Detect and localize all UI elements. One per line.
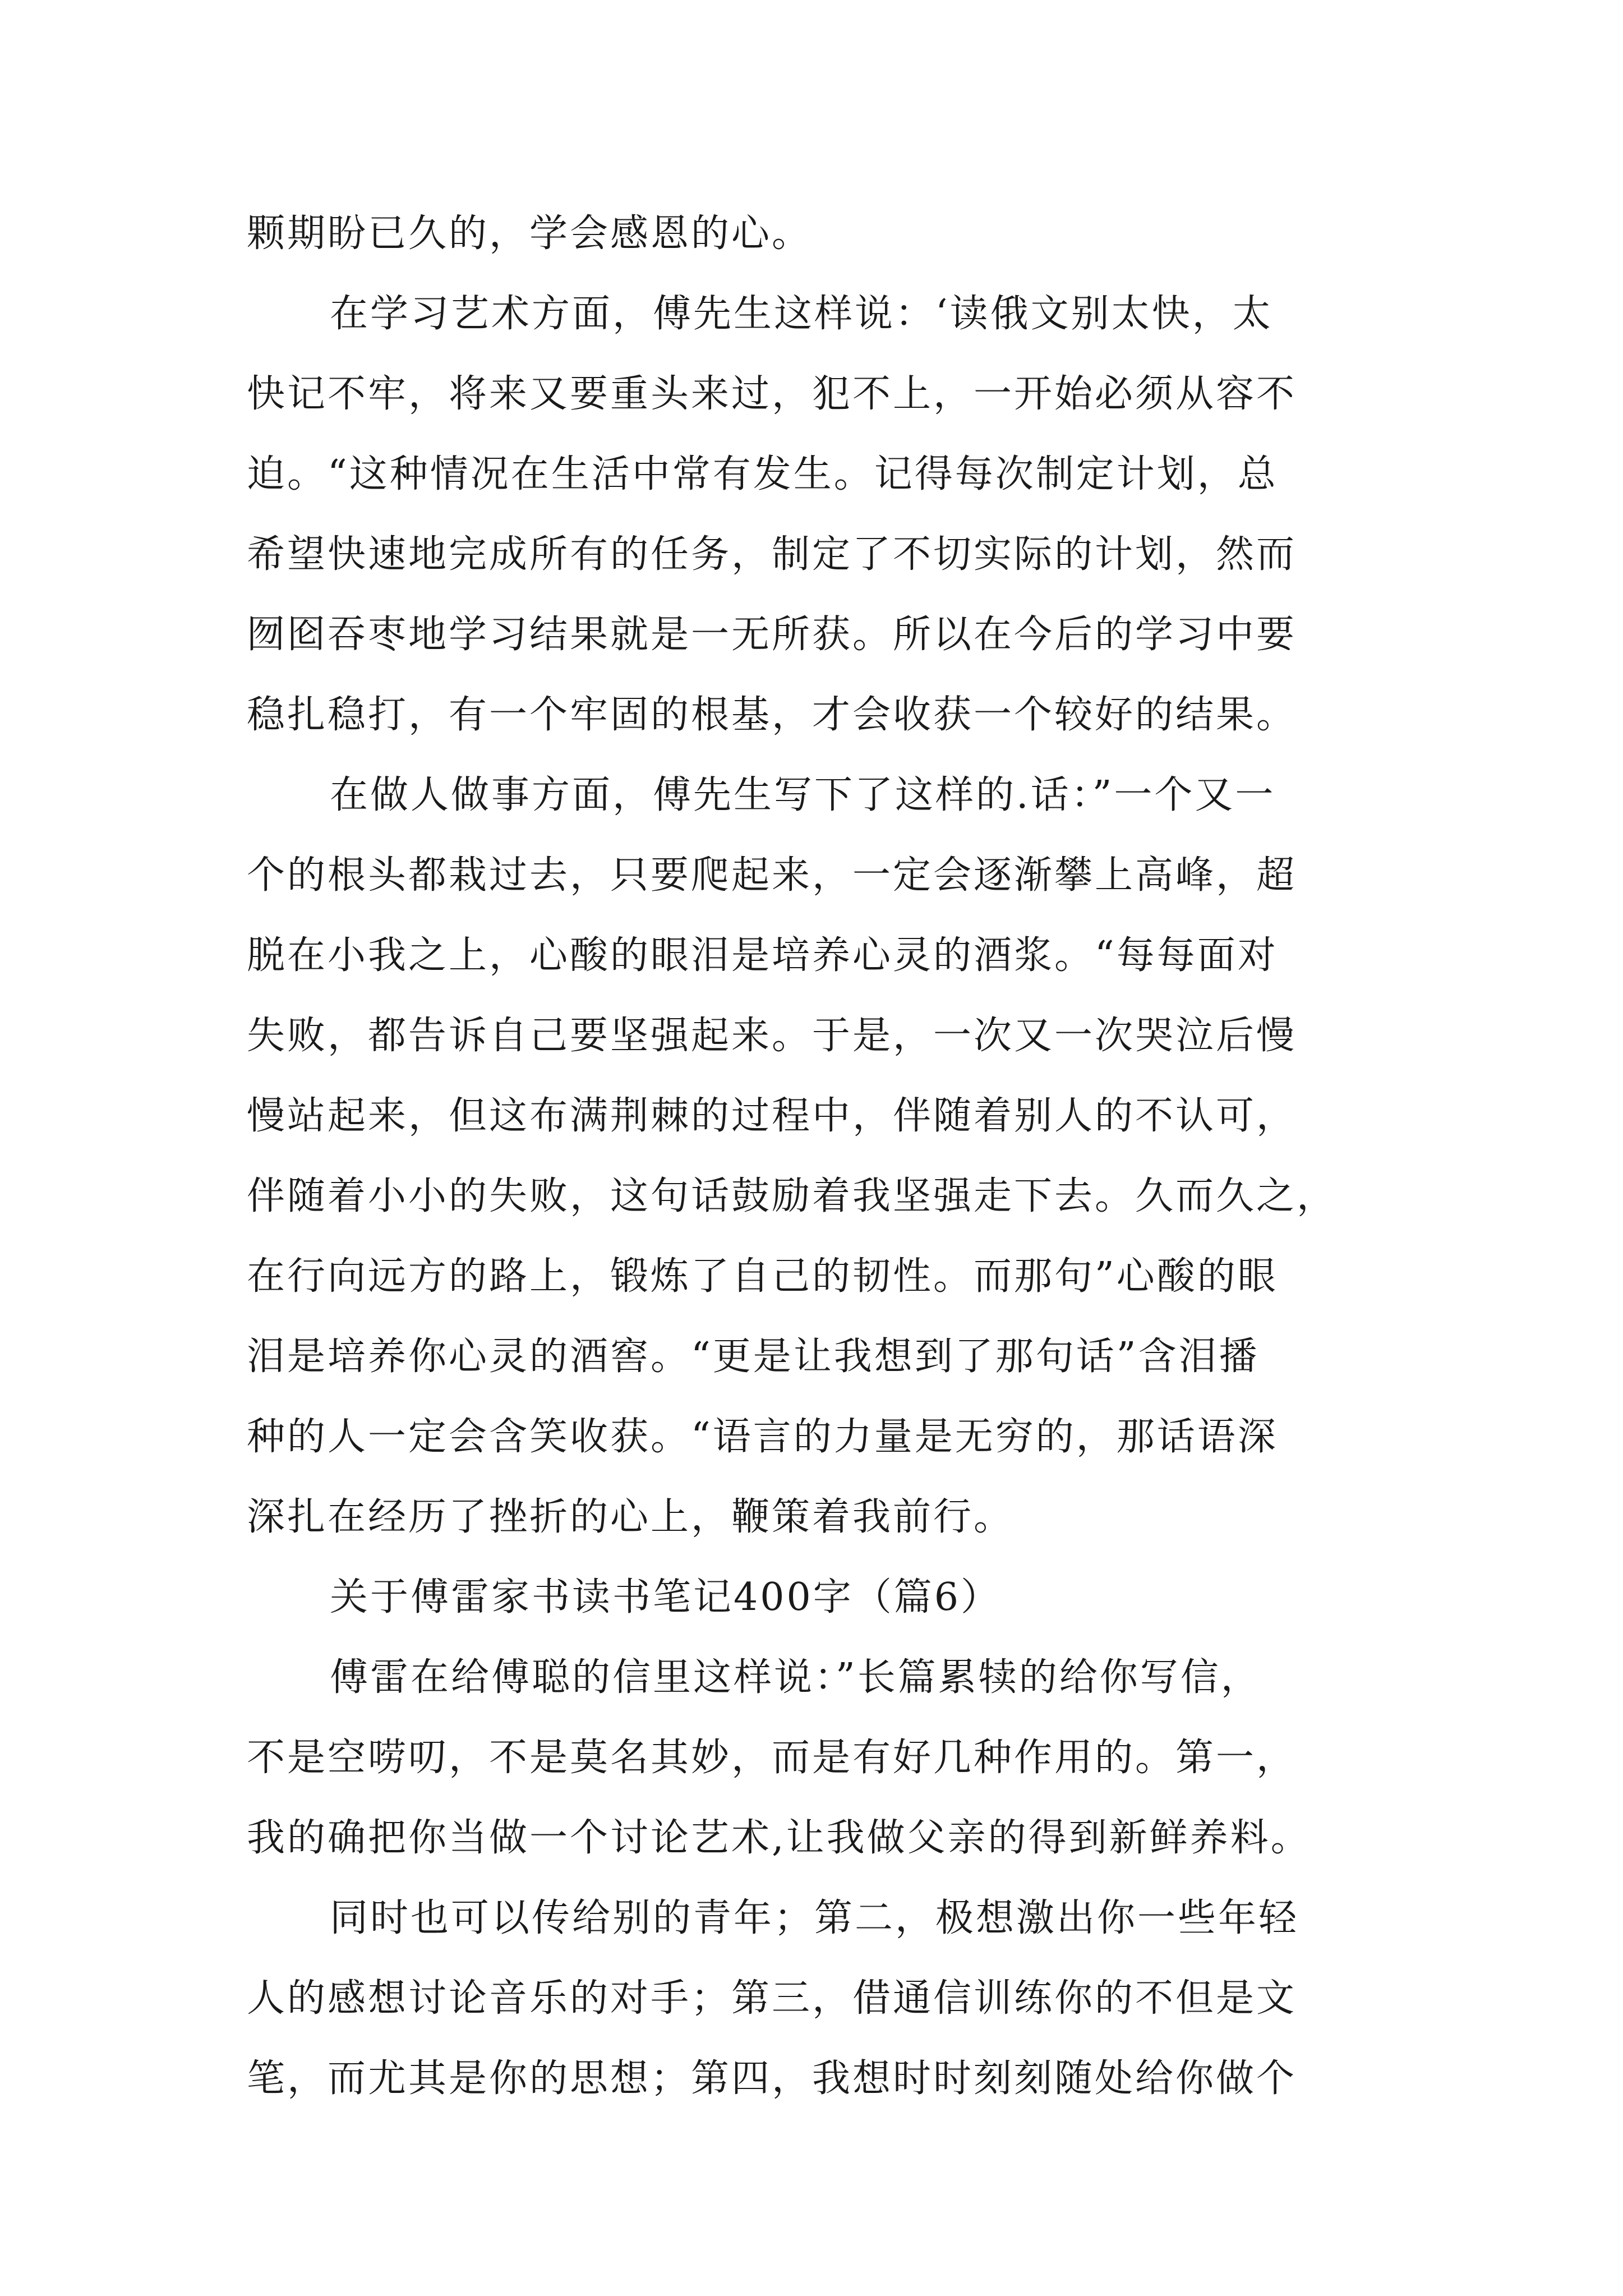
text-line: 脱在小我之上，心酸的眼泪是培养心灵的酒浆。“每每面对 xyxy=(247,933,1278,978)
paragraph-start-line: 傅雷在给傅聪的信里这样说：”长篇累犊的给你写信， xyxy=(330,1655,1261,1700)
paragraph-start-line: 在做人做事方面，傅先生写下了这样的.话：”一个又一 xyxy=(330,773,1276,817)
text-line: 快记不牢，将来又要重头来过，犯不上，一开始必须从容不 xyxy=(247,372,1297,416)
text-line: 囫囵吞枣地学习结果就是一无所获。所以在今后的学习中要 xyxy=(247,613,1297,657)
text-line: 笔，而尤其是你的思想；第四，我想时时刻刻随处给你做个 xyxy=(247,2056,1297,2101)
paragraph-start-line: 在学习艺术方面，傅先生这样说：‘读俄文别太快，太 xyxy=(330,292,1273,336)
text-line: 个的根头都栽过去，只要爬起来，一定会逐渐攀上高峰，超 xyxy=(247,853,1297,898)
text-line: 迫。“这种情况在生活中常有发生。记得每次制定计划，总 xyxy=(247,452,1278,496)
text-line: 希望快速地完成所有的任务，制定了不切实际的计划，然而 xyxy=(247,532,1297,577)
text-line: 我的确把你当做一个讨论艺术,让我做父亲的得到新鲜养料。 xyxy=(247,1816,1311,1860)
text-line: 稳扎稳打，有一个牢固的根基，才会收获一个较好的结果。 xyxy=(247,693,1297,737)
text-line: 在行向远方的路上，锻炼了自己的韧性。而那句”心酸的眼 xyxy=(247,1254,1278,1299)
text-line: 不是空唠叨，不是莫名其妙，而是有好几种作用的。第一， xyxy=(247,1736,1297,1780)
text-line: 人的感想讨论音乐的对手；第三，借通信训练你的不但是文 xyxy=(247,1976,1297,2021)
text-line: 颗期盼已久的，学会感恩的心。 xyxy=(247,211,813,256)
text-line: 失败，都告诉自己要坚强起来。于是，一次又一次哭泣后慢 xyxy=(247,1014,1297,1058)
text-line: 慢站起来，但这布满荆棘的过程中，伴随着别人的不认可， xyxy=(247,1094,1297,1138)
text-line: 泪是培养你心灵的酒窖。“更是让我想到了那句话”含泪播 xyxy=(247,1335,1260,1379)
paragraph-start-line: 同时也可以传给别的青年；第二，极想激出你一些年轻 xyxy=(330,1896,1299,1940)
text-line: 伴随着小小的失败，这句话鼓励着我坚强走下去。久而久之， xyxy=(247,1174,1338,1218)
section-heading: 关于傅雷家书读书笔记400字（篇6） xyxy=(330,1575,1002,1619)
text-line: 种的人一定会含笑收获。“语言的力量是无穷的，那话语深 xyxy=(247,1415,1278,1459)
text-line: 深扎在经历了挫折的心上，鞭策着我前行。 xyxy=(247,1495,1015,1539)
body-text xyxy=(247,194,1391,2119)
